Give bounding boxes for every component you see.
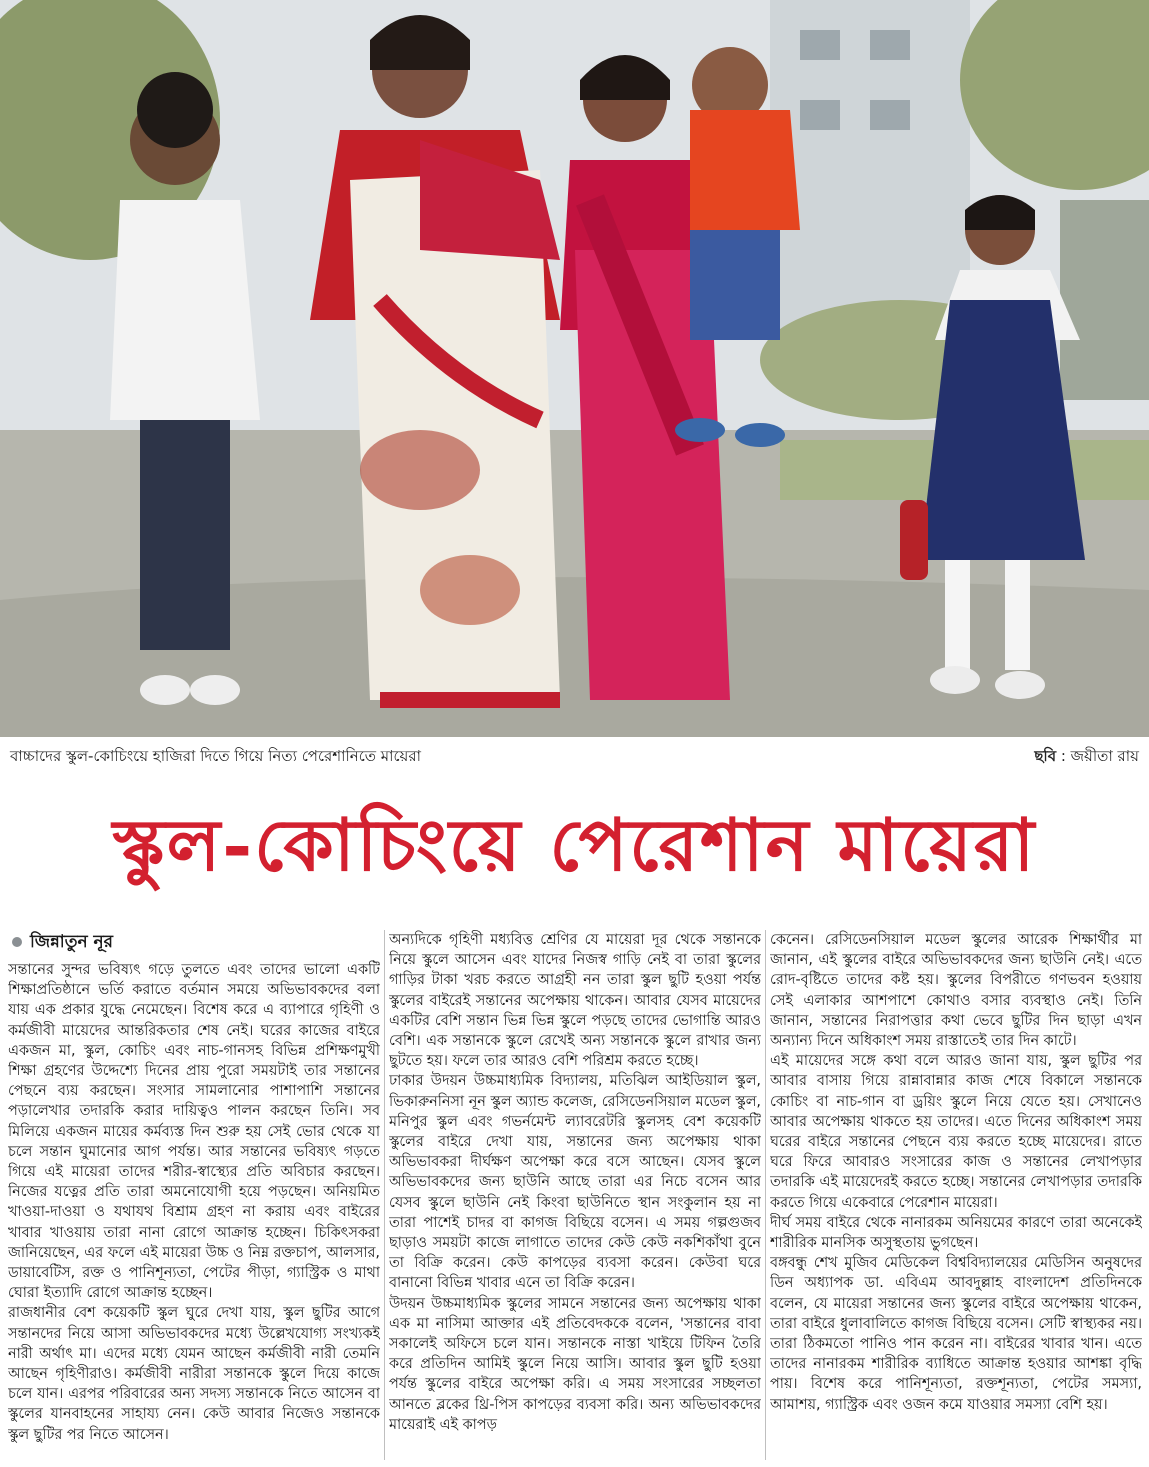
paragraph: দীর্ঘ সময় বাইরে থেকে নানারকম অনিয়মের কারণে তারা অনেকেই শারীরিক মানসিক অসুস্থতায় ভুগছেন।: [770, 1214, 1142, 1252]
photo-credit-name: : জয়ীতা রায়: [1056, 746, 1139, 765]
paragraph: উদয়ন উচ্চমাধ্যমিক স্কুলের সামনে সন্তানের জন্য অপেক্ষায় থাকা এক মা নাসিমা আক্তার এই প্রতিবেদককে বলেন, 'সন্তানের বাবা সকালেই অফিসে চলে যান। সন্তানকে নাস্তা খাইয়ে টিফিন তৈরি করে প্রতিদিন আমিই স্কুলে নিয়ে আসি। আবার স্কুল ছুটি হওয়া পর্যন্ত স্কুলের বাইরে অপেক্ষা করি। এ সময় সংসারের সচ্ছলতা আনতে ব্লকের থ্রি-পিস কাপড়ের ব্যবসা করি। অন্য অভিভাবকদের মায়েরাই এই কাপড়: [389, 1295, 761, 1433]
byline: [8, 930, 380, 954]
photo-caption: বাচ্চাদের স্কুল-কোচিংয়ে হাজিরা দিতে গিয়ে নিত্য পেরেশানিতে মায়েরা: [10, 746, 421, 765]
column-divider: [765, 930, 766, 1460]
column-divider: [384, 930, 385, 1460]
column-3: [770, 930, 1142, 1460]
column-1: [8, 930, 380, 1460]
photo-credit: [1034, 745, 1139, 770]
photo-caption-row: [10, 745, 1139, 769]
headline: স্কুল-কোচিংয়ে পেরেশান মায়েরা: [112, 802, 1037, 887]
paragraph: রাজধানীর বেশ কয়েকটি স্কুল ঘুরে দেখা যায়, স্কুল ছুটির আগে সন্তানদের নিয়ে আসা অভিভাবকদের মধ্যে উল্লেখযোগ্য সংখ্যকই নারী অর্থাৎ মা। এদের মধ্যে যেমন আছেন কর্মজীবী নারী তেমনি আছেন গৃহিণীরাও। কর্মজীবী নারীরা সন্তানকে স্কুলে দিয়ে কাজে চলে যান। এরপর পরিবারের অন্য সদস্য সন্তানকে নিতে আসেন বা স্কুলের যানবাহনের সাহায্য নেন। কেউ আবার নিজেও সন্তানকে স্কুল ছুটির পর নিতে আসেন।: [8, 1305, 380, 1443]
paragraph: বঙ্গবন্ধু শেখ মুজিব মেডিকেল বিশ্ববিদ্যালয়ের মেডিসিন অনুষদের ডিন অধ্যাপক ডা. এবিএম আবদুল্লাহ বাংলাদেশ প্রতিদিনকে বলেন, যে মায়েরা সন্তানের জন্য স্কুলের বাইরে অপেক্ষায় থাকেন, তারা বাইরে ধুলাবালিতে কাগজ বিছিয়ে বসেন। সেটি স্বাস্থ্যকর নয়। তারা ঠিকমতো পানিও পান করেন না। বাইরের খাবার খান। এতে তাদের নানারকম শারীরিক ব্যাধিতে আক্রান্ত হওয়ার আশঙ্কা বৃদ্ধি পায়। বিশেষ করে পানিশূন্যতা, রক্তশূন্যতা, পেটের সমস্যা, আমাশয়, গ্যাস্ট্রিক এবং ওজন কমে যাওয়ার সমস্যা বেশি হয়।: [770, 1255, 1142, 1413]
paragraph: এই মায়েদের সঙ্গে কথা বলে আরও জানা যায়, স্কুল ছুটির পর আবার বাসায় গিয়ে রান্নাবান্নার কাজ শেষে বিকালে সন্তানকে কোচিং বা নাচ-গান বা ড্রয়িং স্কুলে নিয়ে যেতে হয়। সেখানেও আবার অপেক্ষায় থাকতে হয় তাদের। এতে দিনের অধিকাংশ সময় ঘরের বাইরে সন্তানের পেছনে ব্যয় করতে হচ্ছে মায়েদের। রাতে ঘরে ফিরে আবারও সংসারের কাজ ও সন্তানের লেখাপড়ার তদারকি এই মায়েদেরই করতে হচ্ছে। সন্তানের লেখাপড়ার তদারকি করতে গিয়ে একেবারে পেরেশান মায়েরা।: [770, 1053, 1142, 1211]
bullet-icon: [12, 937, 22, 947]
article-body: [8, 930, 1142, 1460]
paragraph: কেনেন। রেসিডেনসিয়াল মডেল স্কুলের আরেক শিক্ষার্থীর মা জানান, এই স্কুলের বাইরে অভিভাবকদের জন্য ছাউনি নেই। এতে রোদ-বৃষ্টিতে তাদের কষ্ট হয়। স্কুলের বিপরীতে গণভবন হওয়ায় সেই এলাকার আশপাশে কোথাও বসার ব্যবস্থাও নেই। তিনি জানান, সন্তানের নিরাপত্তার কথা ভেবে ছুটির দিন ছাড়া এখন অন্যান্য দিনে অধিকাংশ সময় রাস্তাতেই তার দিন কাটে।: [770, 932, 1142, 1050]
paragraph: সন্তানের সুন্দর ভবিষ্যৎ গড়ে তুলতে এবং তাদের ভালো একটি শিক্ষাপ্রতিষ্ঠানে ভর্তি করাতে বর্তমান সময়ে অভিভাবকদের বলা যায় এক প্রকার যুদ্ধে নেমেছেন। বিশেষ করে এ ব্যাপারে গৃহিণী ও কর্মজীবী মায়েদের আন্তরিকতার শেষ নেই। ঘরের কাজের বাইরে একজন মা, স্কুল, কোচিং এবং নাচ-গানসহ বিভিন্ন প্রশিক্ষণমুখী শিক্ষা গ্রহণের উদ্দেশ্যে দিনের প্রায় পুরো সময়টাই তার সন্তানের পেছনে ব্যয় করছেন। সংসার সামলানোর পাশাপাশি সন্তানের পড়ালেখার তদারকি করার দায়িত্বও পালন করছেন তিনি। সব মিলিয়ে একজন মায়ের কর্মব্যস্ত দিন শুরু হয় সেই ভোর থেকে যা চলে সন্তান ঘুমানোর আগ পর্যন্ত। আর সন্তানের ভবিষ্যৎ গড়তে গিয়ে এই মায়েরা তাদের শরীর-স্বাস্থ্যের প্রতি অবিচার করছেন। নিজের যত্নের প্রতি তারা অমনোযোগী হয়ে পড়ছেন। অনিয়মিত খাওয়া-দাওয়া ও যথাযথ বিশ্রাম গ্রহণ না করায় এবং বাইরের খাবার খাওয়ায় তারা নানা রোগে আক্রান্ত হচ্ছেন। চিকিৎসকরা জানিয়েছেন, এর ফলে এই মায়েরা উচ্চ ও নিম্ন রক্তচাপ, আলসার, ডায়াবেটিস, রক্ত ও পানিশূন্যতা, পেটের পীড়া, গ্যাস্ট্রিক ও মাথা ঘোরা ইত্যাদি রোগে আক্রান্ত হচ্ছেন।: [8, 962, 380, 1302]
byline-author: জিন্নাতুন নূর: [30, 931, 114, 952]
column-2: [389, 930, 761, 1460]
paragraph: অন্যদিকে গৃহিণী মধ্যবিত্ত শ্রেণির যে মায়েরা দূর থেকে সন্তানকে নিয়ে স্কুলে আসেন এবং যাদের নিজস্ব গাড়ি নেই বা তারা স্কুলের গাড়ির টাকা খরচ করতে আগ্রহী নন তারা স্কুল ছুটি হওয়া পর্যন্ত স্কুলের বাইরেই সন্তানের অপেক্ষায় থাকেন। আবার যেসব মায়েদের একটির বেশি সন্তান ভিন্ন ভিন্ন স্কুলে পড়ছে তাদের ভোগান্তি আরও বেশি। এক সন্তানকে স্কুলে রেখেই অন্য সন্তানকে স্কুলে রাখার জন্য ছুটতে হয়। ফলে তার আরও বেশি পরিশ্রম করতে হচ্ছে।: [389, 932, 761, 1070]
paragraph: ঢাকার উদয়ন উচ্চমাধ্যমিক বিদ্যালয়, মতিঝিল আইডিয়াল স্কুল, ভিকারুননিসা নূন স্কুল অ্যান্ড কলেজ, রেসিডেনসিয়াল মডেল স্কুল, মনিপুর স্কুল এবং গভর্নমেন্ট ল্যাবরেটরি স্কুলসহ বেশ কয়েকটি স্কুলের বাইরে দেখা যায়, সন্তানের জন্য অপেক্ষায় থাকা অভিভাবকরা দীর্ঘক্ষণ অপেক্ষা করে বসে আছেন। যেসব স্কুলে অভিভাবকদের জন্য ছাউনি আছে তারা এর নিচে বসেন আর যেসব স্কুলে ছাউনি নেই কিংবা ছাউনিতে স্থান সংকুলান হয় না তারা পাশেই চাদর বা কাগজ বিছিয়ে বসেন। এ সময় গল্পগুজব ছাড়াও সময়টা কাজে লাগাতে তাদের কেউ কেউ নকশিকাঁথা বুনে তা বিক্রি করেন। কেউ কাপড়ের ব্যবসা করেন। কেউবা ঘরে বানানো বিভিন্ন খাবার এনে তা বিক্রি করেন।: [389, 1073, 761, 1292]
photo-credit-label: ছবি: [1034, 746, 1057, 765]
